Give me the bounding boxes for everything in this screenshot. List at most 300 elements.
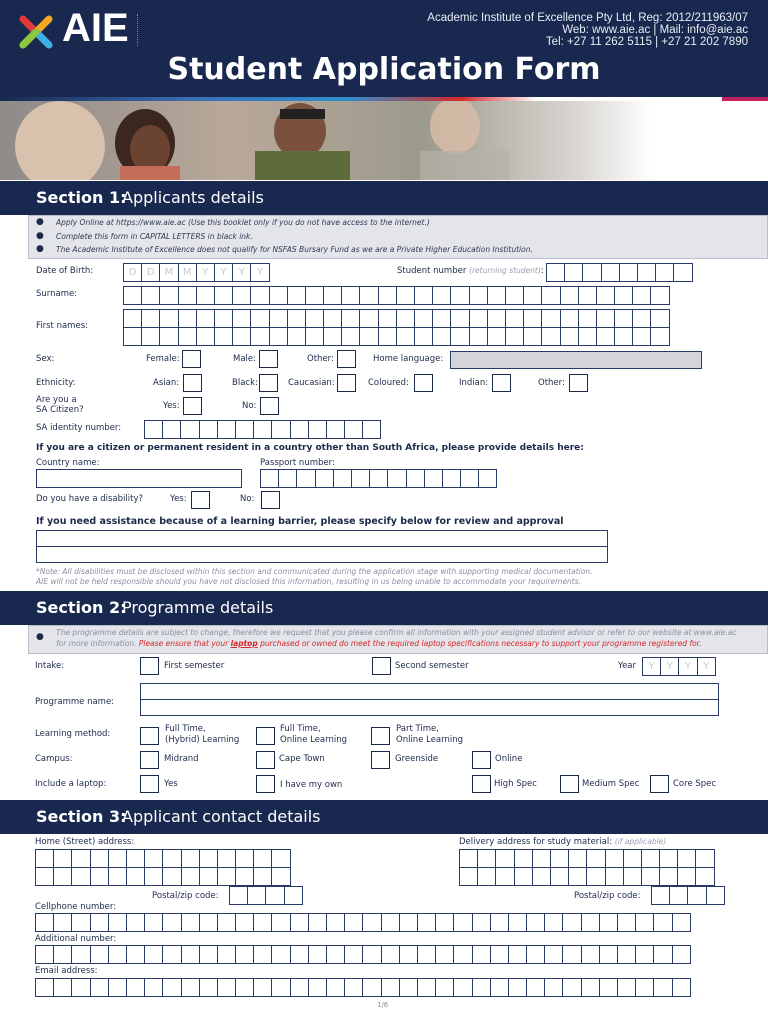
laptop-own-checkbox[interactable] — [256, 775, 275, 793]
char-box[interactable] — [247, 886, 266, 905]
char-box[interactable] — [162, 913, 181, 932]
char-box[interactable] — [290, 913, 309, 932]
char-box[interactable] — [71, 978, 90, 997]
char-box[interactable] — [326, 978, 345, 997]
char-box[interactable] — [578, 327, 597, 346]
dob-year[interactable]: Y — [214, 263, 233, 282]
ethnicity-other-checkbox[interactable] — [569, 374, 588, 392]
char-box[interactable] — [144, 913, 163, 932]
char-box[interactable] — [526, 913, 545, 932]
char-box[interactable] — [541, 309, 560, 328]
char-box[interactable] — [582, 263, 601, 282]
char-box[interactable] — [235, 913, 254, 932]
char-box[interactable] — [159, 309, 178, 328]
char-box[interactable] — [659, 867, 678, 886]
dob-year[interactable]: Y — [250, 263, 269, 282]
laptop-core-spec-checkbox[interactable] — [650, 775, 669, 793]
disability-no-checkbox[interactable] — [261, 491, 280, 509]
char-box[interactable] — [550, 849, 569, 868]
sex-female-checkbox[interactable] — [182, 350, 201, 368]
char-box[interactable] — [677, 849, 696, 868]
char-box[interactable] — [53, 867, 72, 886]
char-box[interactable] — [308, 945, 327, 964]
char-box[interactable] — [35, 867, 54, 886]
char-box[interactable] — [568, 849, 587, 868]
campus-capetown-checkbox[interactable] — [256, 751, 275, 769]
char-box[interactable] — [435, 945, 454, 964]
char-box[interactable] — [308, 913, 327, 932]
char-box[interactable] — [326, 420, 345, 439]
char-box[interactable] — [623, 849, 642, 868]
char-box[interactable] — [162, 420, 181, 439]
char-box[interactable] — [469, 286, 488, 305]
char-box[interactable] — [414, 327, 433, 346]
student-number-field[interactable] — [546, 263, 692, 282]
char-box[interactable] — [260, 469, 279, 488]
char-box[interactable] — [505, 286, 524, 305]
char-box[interactable] — [362, 978, 381, 997]
char-box[interactable] — [396, 309, 415, 328]
cellphone-field[interactable] — [35, 913, 690, 932]
char-box[interactable] — [178, 309, 197, 328]
email-field[interactable] — [35, 978, 690, 997]
char-box[interactable] — [641, 849, 660, 868]
char-box[interactable] — [196, 327, 215, 346]
char-box[interactable] — [108, 867, 127, 886]
char-box[interactable] — [614, 327, 633, 346]
char-box[interactable] — [637, 263, 656, 282]
char-box[interactable] — [562, 945, 581, 964]
char-box[interactable] — [144, 945, 163, 964]
laptop-high-spec-checkbox[interactable] — [472, 775, 491, 793]
char-box[interactable] — [396, 286, 415, 305]
char-box[interactable] — [90, 913, 109, 932]
home-address-field-row2[interactable] — [35, 867, 290, 886]
char-box[interactable] — [490, 978, 509, 997]
char-box[interactable] — [417, 978, 436, 997]
ethnicity-caucasian-checkbox[interactable] — [337, 374, 356, 392]
char-box[interactable] — [144, 978, 163, 997]
char-box[interactable] — [53, 978, 72, 997]
char-box[interactable] — [199, 913, 218, 932]
char-box[interactable] — [669, 886, 688, 905]
char-box[interactable] — [250, 286, 269, 305]
char-box[interactable] — [278, 469, 297, 488]
char-box[interactable] — [632, 286, 651, 305]
char-box[interactable] — [453, 945, 472, 964]
char-box[interactable] — [253, 849, 272, 868]
programme-name-field-line2[interactable] — [140, 699, 719, 716]
char-box[interactable] — [108, 978, 127, 997]
char-box[interactable] — [162, 945, 181, 964]
char-box[interactable] — [635, 945, 654, 964]
char-box[interactable] — [655, 263, 674, 282]
year-digit[interactable]: Y — [678, 657, 697, 676]
char-box[interactable] — [687, 886, 706, 905]
char-box[interactable] — [490, 913, 509, 932]
char-box[interactable] — [635, 978, 654, 997]
char-box[interactable] — [362, 913, 381, 932]
char-box[interactable] — [601, 263, 620, 282]
char-box[interactable] — [578, 309, 597, 328]
char-box[interactable] — [323, 309, 342, 328]
char-box[interactable] — [71, 867, 90, 886]
char-box[interactable] — [214, 286, 233, 305]
char-box[interactable] — [123, 309, 142, 328]
char-box[interactable] — [432, 286, 451, 305]
year-field[interactable] — [642, 657, 715, 676]
char-box[interactable] — [126, 867, 145, 886]
char-box[interactable] — [253, 945, 272, 964]
dob-year[interactable]: Y — [232, 263, 251, 282]
char-box[interactable] — [578, 286, 597, 305]
char-box[interactable] — [271, 978, 290, 997]
campus-greenside-checkbox[interactable] — [371, 751, 390, 769]
char-box[interactable] — [162, 978, 181, 997]
char-box[interactable] — [232, 309, 251, 328]
char-box[interactable] — [417, 913, 436, 932]
char-box[interactable] — [144, 420, 163, 439]
char-box[interactable] — [126, 978, 145, 997]
char-box[interactable] — [396, 327, 415, 346]
char-box[interactable] — [586, 867, 605, 886]
char-box[interactable] — [453, 913, 472, 932]
char-box[interactable] — [265, 886, 284, 905]
char-box[interactable] — [650, 327, 669, 346]
char-box[interactable] — [514, 867, 533, 886]
year-digit[interactable]: Y — [660, 657, 679, 676]
char-box[interactable] — [250, 327, 269, 346]
char-box[interactable] — [435, 913, 454, 932]
char-box[interactable] — [672, 945, 691, 964]
method-fulltime-hybrid-checkbox[interactable] — [140, 727, 159, 745]
char-box[interactable] — [487, 286, 506, 305]
char-box[interactable] — [495, 849, 514, 868]
char-box[interactable] — [217, 849, 236, 868]
char-box[interactable] — [505, 327, 524, 346]
char-box[interactable] — [508, 978, 527, 997]
home-address-field-row1[interactable] — [35, 849, 290, 868]
char-box[interactable] — [469, 327, 488, 346]
char-box[interactable] — [199, 849, 218, 868]
char-box[interactable] — [217, 420, 236, 439]
char-box[interactable] — [417, 945, 436, 964]
home-language-field[interactable] — [450, 351, 702, 369]
method-parttime-online-checkbox[interactable] — [371, 727, 390, 745]
char-box[interactable] — [199, 945, 218, 964]
char-box[interactable] — [617, 913, 636, 932]
char-box[interactable] — [695, 867, 714, 886]
char-box[interactable] — [71, 849, 90, 868]
char-box[interactable] — [472, 945, 491, 964]
char-box[interactable] — [560, 327, 579, 346]
home-postal-field[interactable] — [229, 886, 302, 905]
char-box[interactable] — [71, 913, 90, 932]
char-box[interactable] — [162, 849, 181, 868]
char-box[interactable] — [432, 309, 451, 328]
char-box[interactable] — [653, 978, 672, 997]
additional-number-field[interactable] — [35, 945, 690, 964]
char-box[interactable] — [162, 867, 181, 886]
char-box[interactable] — [235, 867, 254, 886]
delivery-address-field-row1[interactable] — [459, 849, 714, 868]
char-box[interactable] — [478, 469, 497, 488]
char-box[interactable] — [617, 978, 636, 997]
char-box[interactable] — [414, 286, 433, 305]
char-box[interactable] — [284, 886, 303, 905]
char-box[interactable] — [406, 469, 425, 488]
char-box[interactable] — [181, 913, 200, 932]
ethnicity-black-checkbox[interactable] — [259, 374, 278, 392]
char-box[interactable] — [214, 327, 233, 346]
char-box[interactable] — [614, 286, 633, 305]
char-box[interactable] — [326, 945, 345, 964]
dob-day[interactable]: D — [141, 263, 160, 282]
char-box[interactable] — [450, 327, 469, 346]
campus-midrand-checkbox[interactable] — [140, 751, 159, 769]
char-box[interactable] — [505, 309, 524, 328]
method-fulltime-online-checkbox[interactable] — [256, 727, 275, 745]
char-box[interactable] — [141, 286, 160, 305]
programme-name-field-line1[interactable] — [140, 683, 719, 700]
char-box[interactable] — [477, 867, 496, 886]
char-box[interactable] — [650, 286, 669, 305]
char-box[interactable] — [341, 309, 360, 328]
char-box[interactable] — [271, 420, 290, 439]
char-box[interactable] — [623, 867, 642, 886]
char-box[interactable] — [229, 886, 248, 905]
char-box[interactable] — [344, 978, 363, 997]
char-box[interactable] — [459, 849, 478, 868]
char-box[interactable] — [650, 309, 669, 328]
char-box[interactable] — [362, 420, 381, 439]
char-box[interactable] — [532, 867, 551, 886]
char-box[interactable] — [269, 286, 288, 305]
char-box[interactable] — [181, 945, 200, 964]
year-digit[interactable]: Y — [697, 657, 716, 676]
char-box[interactable] — [271, 913, 290, 932]
char-box[interactable] — [424, 469, 443, 488]
char-box[interactable] — [453, 978, 472, 997]
char-box[interactable] — [560, 286, 579, 305]
char-box[interactable] — [35, 913, 54, 932]
char-box[interactable] — [581, 978, 600, 997]
char-box[interactable] — [344, 945, 363, 964]
char-box[interactable] — [562, 978, 581, 997]
char-box[interactable] — [126, 849, 145, 868]
char-box[interactable] — [641, 867, 660, 886]
char-box[interactable] — [108, 913, 127, 932]
learning-barrier-field-line1[interactable] — [36, 530, 608, 547]
char-box[interactable] — [614, 309, 633, 328]
char-box[interactable] — [253, 867, 272, 886]
char-box[interactable] — [450, 286, 469, 305]
char-box[interactable] — [369, 469, 388, 488]
char-box[interactable] — [432, 327, 451, 346]
char-box[interactable] — [108, 849, 127, 868]
char-box[interactable] — [305, 327, 324, 346]
char-box[interactable] — [159, 286, 178, 305]
char-box[interactable] — [581, 945, 600, 964]
char-box[interactable] — [108, 945, 127, 964]
char-box[interactable] — [514, 849, 533, 868]
char-box[interactable] — [568, 867, 587, 886]
year-digit[interactable]: Y — [642, 657, 661, 676]
char-box[interactable] — [414, 309, 433, 328]
char-box[interactable] — [199, 978, 218, 997]
char-box[interactable] — [235, 945, 254, 964]
char-box[interactable] — [381, 945, 400, 964]
char-box[interactable] — [605, 849, 624, 868]
char-box[interactable] — [495, 867, 514, 886]
char-box[interactable] — [305, 286, 324, 305]
char-box[interactable] — [341, 327, 360, 346]
country-name-field[interactable] — [36, 469, 242, 488]
char-box[interactable] — [351, 469, 370, 488]
char-box[interactable] — [435, 978, 454, 997]
passport-number-field[interactable] — [260, 469, 496, 488]
char-box[interactable] — [271, 945, 290, 964]
char-box[interactable] — [141, 309, 160, 328]
char-box[interactable] — [232, 327, 251, 346]
char-box[interactable] — [178, 327, 197, 346]
char-box[interactable] — [271, 867, 290, 886]
char-box[interactable] — [523, 327, 542, 346]
char-box[interactable] — [90, 867, 109, 886]
sex-other-checkbox[interactable] — [337, 350, 356, 368]
char-box[interactable] — [359, 327, 378, 346]
char-box[interactable] — [564, 263, 583, 282]
char-box[interactable] — [450, 309, 469, 328]
char-box[interactable] — [605, 867, 624, 886]
delivery-address-field-row2[interactable] — [459, 867, 714, 886]
char-box[interactable] — [378, 327, 397, 346]
char-box[interactable] — [632, 327, 651, 346]
char-box[interactable] — [635, 913, 654, 932]
char-box[interactable] — [217, 913, 236, 932]
char-box[interactable] — [541, 286, 560, 305]
char-box[interactable] — [341, 286, 360, 305]
char-box[interactable] — [287, 309, 306, 328]
char-box[interactable] — [523, 286, 542, 305]
char-box[interactable] — [653, 945, 672, 964]
char-box[interactable] — [459, 867, 478, 886]
char-box[interactable] — [523, 309, 542, 328]
char-box[interactable] — [550, 867, 569, 886]
char-box[interactable] — [199, 867, 218, 886]
char-box[interactable] — [490, 945, 509, 964]
char-box[interactable] — [123, 286, 142, 305]
char-box[interactable] — [399, 945, 418, 964]
char-box[interactable] — [232, 286, 251, 305]
char-box[interactable] — [269, 327, 288, 346]
char-box[interactable] — [599, 945, 618, 964]
char-box[interactable] — [235, 849, 254, 868]
char-box[interactable] — [250, 309, 269, 328]
char-box[interactable] — [586, 849, 605, 868]
char-box[interactable] — [659, 849, 678, 868]
char-box[interactable] — [144, 849, 163, 868]
char-box[interactable] — [378, 309, 397, 328]
char-box[interactable] — [672, 913, 691, 932]
char-box[interactable] — [381, 913, 400, 932]
char-box[interactable] — [180, 420, 199, 439]
ethnicity-asian-checkbox[interactable] — [183, 374, 202, 392]
char-box[interactable] — [35, 978, 54, 997]
char-box[interactable] — [305, 309, 324, 328]
char-box[interactable] — [617, 945, 636, 964]
char-box[interactable] — [53, 913, 72, 932]
char-box[interactable] — [546, 263, 565, 282]
char-box[interactable] — [35, 849, 54, 868]
char-box[interactable] — [508, 913, 527, 932]
char-box[interactable] — [562, 913, 581, 932]
char-box[interactable] — [271, 849, 290, 868]
char-box[interactable] — [159, 327, 178, 346]
char-box[interactable] — [308, 978, 327, 997]
char-box[interactable] — [217, 867, 236, 886]
char-box[interactable] — [677, 867, 696, 886]
char-box[interactable] — [619, 263, 638, 282]
char-box[interactable] — [296, 469, 315, 488]
char-box[interactable] — [253, 913, 272, 932]
char-box[interactable] — [544, 978, 563, 997]
char-box[interactable] — [532, 849, 551, 868]
char-box[interactable] — [381, 978, 400, 997]
char-box[interactable] — [469, 309, 488, 328]
char-box[interactable] — [460, 469, 479, 488]
char-box[interactable] — [141, 327, 160, 346]
ethnicity-indian-checkbox[interactable] — [492, 374, 511, 392]
char-box[interactable] — [544, 945, 563, 964]
laptop-yes-checkbox[interactable] — [140, 775, 159, 793]
ethnicity-coloured-checkbox[interactable] — [414, 374, 433, 392]
char-box[interactable] — [323, 286, 342, 305]
char-box[interactable] — [541, 327, 560, 346]
char-box[interactable] — [123, 327, 142, 346]
char-box[interactable] — [214, 309, 233, 328]
sa-citizen-no-checkbox[interactable] — [260, 397, 279, 415]
laptop-medium-spec-checkbox[interactable] — [560, 775, 579, 793]
char-box[interactable] — [581, 913, 600, 932]
char-box[interactable] — [196, 309, 215, 328]
char-box[interactable] — [199, 420, 218, 439]
char-box[interactable] — [181, 849, 200, 868]
char-box[interactable] — [472, 913, 491, 932]
char-box[interactable] — [378, 286, 397, 305]
char-box[interactable] — [126, 913, 145, 932]
learning-barrier-field-line2[interactable] — [36, 546, 608, 563]
char-box[interactable] — [90, 978, 109, 997]
char-box[interactable] — [442, 469, 461, 488]
char-box[interactable] — [362, 945, 381, 964]
char-box[interactable] — [359, 309, 378, 328]
first-semester-checkbox[interactable] — [140, 657, 159, 675]
char-box[interactable] — [90, 849, 109, 868]
char-box[interactable] — [344, 913, 363, 932]
char-box[interactable] — [344, 420, 363, 439]
char-box[interactable] — [53, 849, 72, 868]
char-box[interactable] — [706, 886, 725, 905]
dob-month[interactable]: M — [159, 263, 178, 282]
char-box[interactable] — [599, 978, 618, 997]
char-box[interactable] — [315, 469, 334, 488]
dob-field[interactable] — [123, 263, 269, 282]
second-semester-checkbox[interactable] — [372, 657, 391, 675]
char-box[interactable] — [181, 978, 200, 997]
char-box[interactable] — [387, 469, 406, 488]
dob-day[interactable]: D — [123, 263, 142, 282]
